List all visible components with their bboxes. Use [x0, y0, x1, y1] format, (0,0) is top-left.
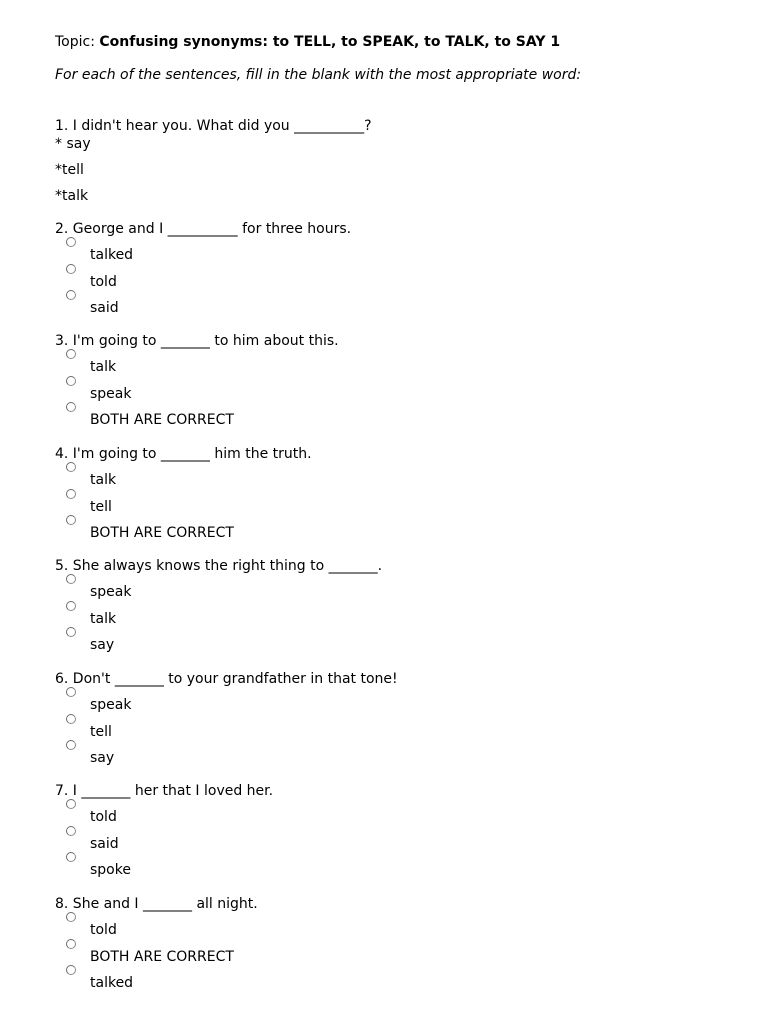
answer-option[interactable] — [55, 575, 655, 602]
radio-button[interactable] — [66, 574, 76, 584]
question-3 — [55, 332, 655, 430]
topic-heading — [55, 33, 560, 51]
radio-button[interactable] — [66, 627, 76, 637]
option-label: speak — [90, 385, 132, 402]
answer-option[interactable] — [55, 966, 655, 993]
question-text: 4. I'm going to _______ him the truth. — [55, 446, 312, 462]
option-label: spoke — [90, 862, 131, 878]
answer-option: *tell — [55, 162, 84, 178]
question-text: 7. I _______ her that I loved her. — [55, 783, 274, 799]
answer-option: *talk — [55, 188, 89, 204]
option-label: told — [90, 922, 117, 938]
radio-button[interactable] — [66, 714, 76, 724]
question-text: 1. I didn't hear you. What did you __________? — [55, 118, 372, 134]
option-label: BOTH ARE CORRECT — [90, 948, 234, 965]
question-8 — [55, 895, 655, 993]
answer-option[interactable] — [55, 853, 655, 880]
question-text: 8. She and I _______ all night. — [55, 896, 258, 912]
radio-button[interactable] — [66, 264, 76, 274]
radio-button[interactable] — [66, 912, 76, 922]
question-text: 5. She always knows the right thing to _______. — [55, 558, 383, 574]
option-label: BOTH ARE CORRECT — [90, 525, 234, 541]
radio-button[interactable] — [66, 515, 76, 525]
radio-button[interactable] — [66, 826, 76, 836]
radio-button[interactable] — [66, 852, 76, 862]
option-label: talked — [90, 975, 134, 991]
answer-option[interactable] — [55, 913, 655, 940]
radio-button[interactable] — [66, 489, 76, 499]
radio-button[interactable] — [66, 799, 76, 809]
question-2 — [55, 220, 655, 318]
option-label: said — [90, 835, 119, 852]
option-label: talk — [90, 359, 117, 375]
option-label: speak — [90, 584, 132, 600]
radio-button[interactable] — [66, 376, 76, 386]
question-text: 2. George and I __________ for three hours. — [55, 221, 352, 237]
question-text: 3. I'm going to _______ to him about this. — [55, 333, 339, 349]
instructions: For each of the sentences, fill in the blank with the most appropriate word: — [55, 67, 582, 83]
answer-option[interactable] — [55, 688, 655, 715]
answer-option[interactable] — [55, 238, 655, 265]
radio-button[interactable] — [66, 237, 76, 247]
answer-option[interactable] — [55, 741, 655, 768]
answer-option[interactable] — [55, 516, 655, 543]
option-label: talked — [90, 247, 134, 263]
radio-button[interactable] — [66, 402, 76, 412]
radio-button[interactable] — [66, 290, 76, 300]
answer-option[interactable] — [55, 291, 655, 318]
answer-option[interactable] — [55, 827, 655, 854]
option-label: say — [90, 750, 115, 766]
question-4 — [55, 445, 655, 543]
question-7 — [55, 782, 655, 880]
answer-option[interactable] — [55, 350, 655, 377]
option-label: told — [90, 809, 117, 825]
answer-option[interactable] — [55, 265, 655, 292]
option-label: tell — [90, 723, 112, 740]
answer-option[interactable] — [55, 800, 655, 827]
topic-prefix: Topic: — [55, 34, 100, 50]
option-label: BOTH ARE CORRECT — [90, 412, 234, 428]
option-label: say — [90, 637, 115, 653]
question-text: 6. Don't _______ to your grandfather in that tone! — [55, 671, 398, 687]
question-5 — [55, 557, 655, 655]
radio-button[interactable] — [66, 740, 76, 750]
answer-option[interactable] — [55, 602, 655, 629]
question-1 — [55, 117, 655, 205]
radio-button[interactable] — [66, 687, 76, 697]
option-label: talk — [90, 610, 117, 627]
radio-button[interactable] — [66, 349, 76, 359]
radio-button[interactable] — [66, 939, 76, 949]
radio-button[interactable] — [66, 601, 76, 611]
option-label: said — [90, 300, 119, 316]
option-label: told — [90, 273, 117, 290]
answer-option[interactable] — [55, 628, 655, 655]
answer-option[interactable] — [55, 403, 655, 430]
radio-button[interactable] — [66, 462, 76, 472]
answer-option[interactable] — [55, 940, 655, 967]
answer-option[interactable] — [55, 377, 655, 404]
topic-title: Confusing synonyms: to TELL, to SPEAK, to TALK, to SAY 1 — [99, 34, 561, 50]
option-label: speak — [90, 697, 132, 713]
answer-option[interactable] — [55, 715, 655, 742]
question-6 — [55, 670, 655, 768]
option-label: talk — [90, 472, 117, 488]
answer-option: * say — [55, 136, 91, 152]
answer-option[interactable] — [55, 490, 655, 517]
radio-button[interactable] — [66, 965, 76, 975]
option-label: tell — [90, 498, 112, 515]
answer-option[interactable] — [55, 463, 655, 490]
